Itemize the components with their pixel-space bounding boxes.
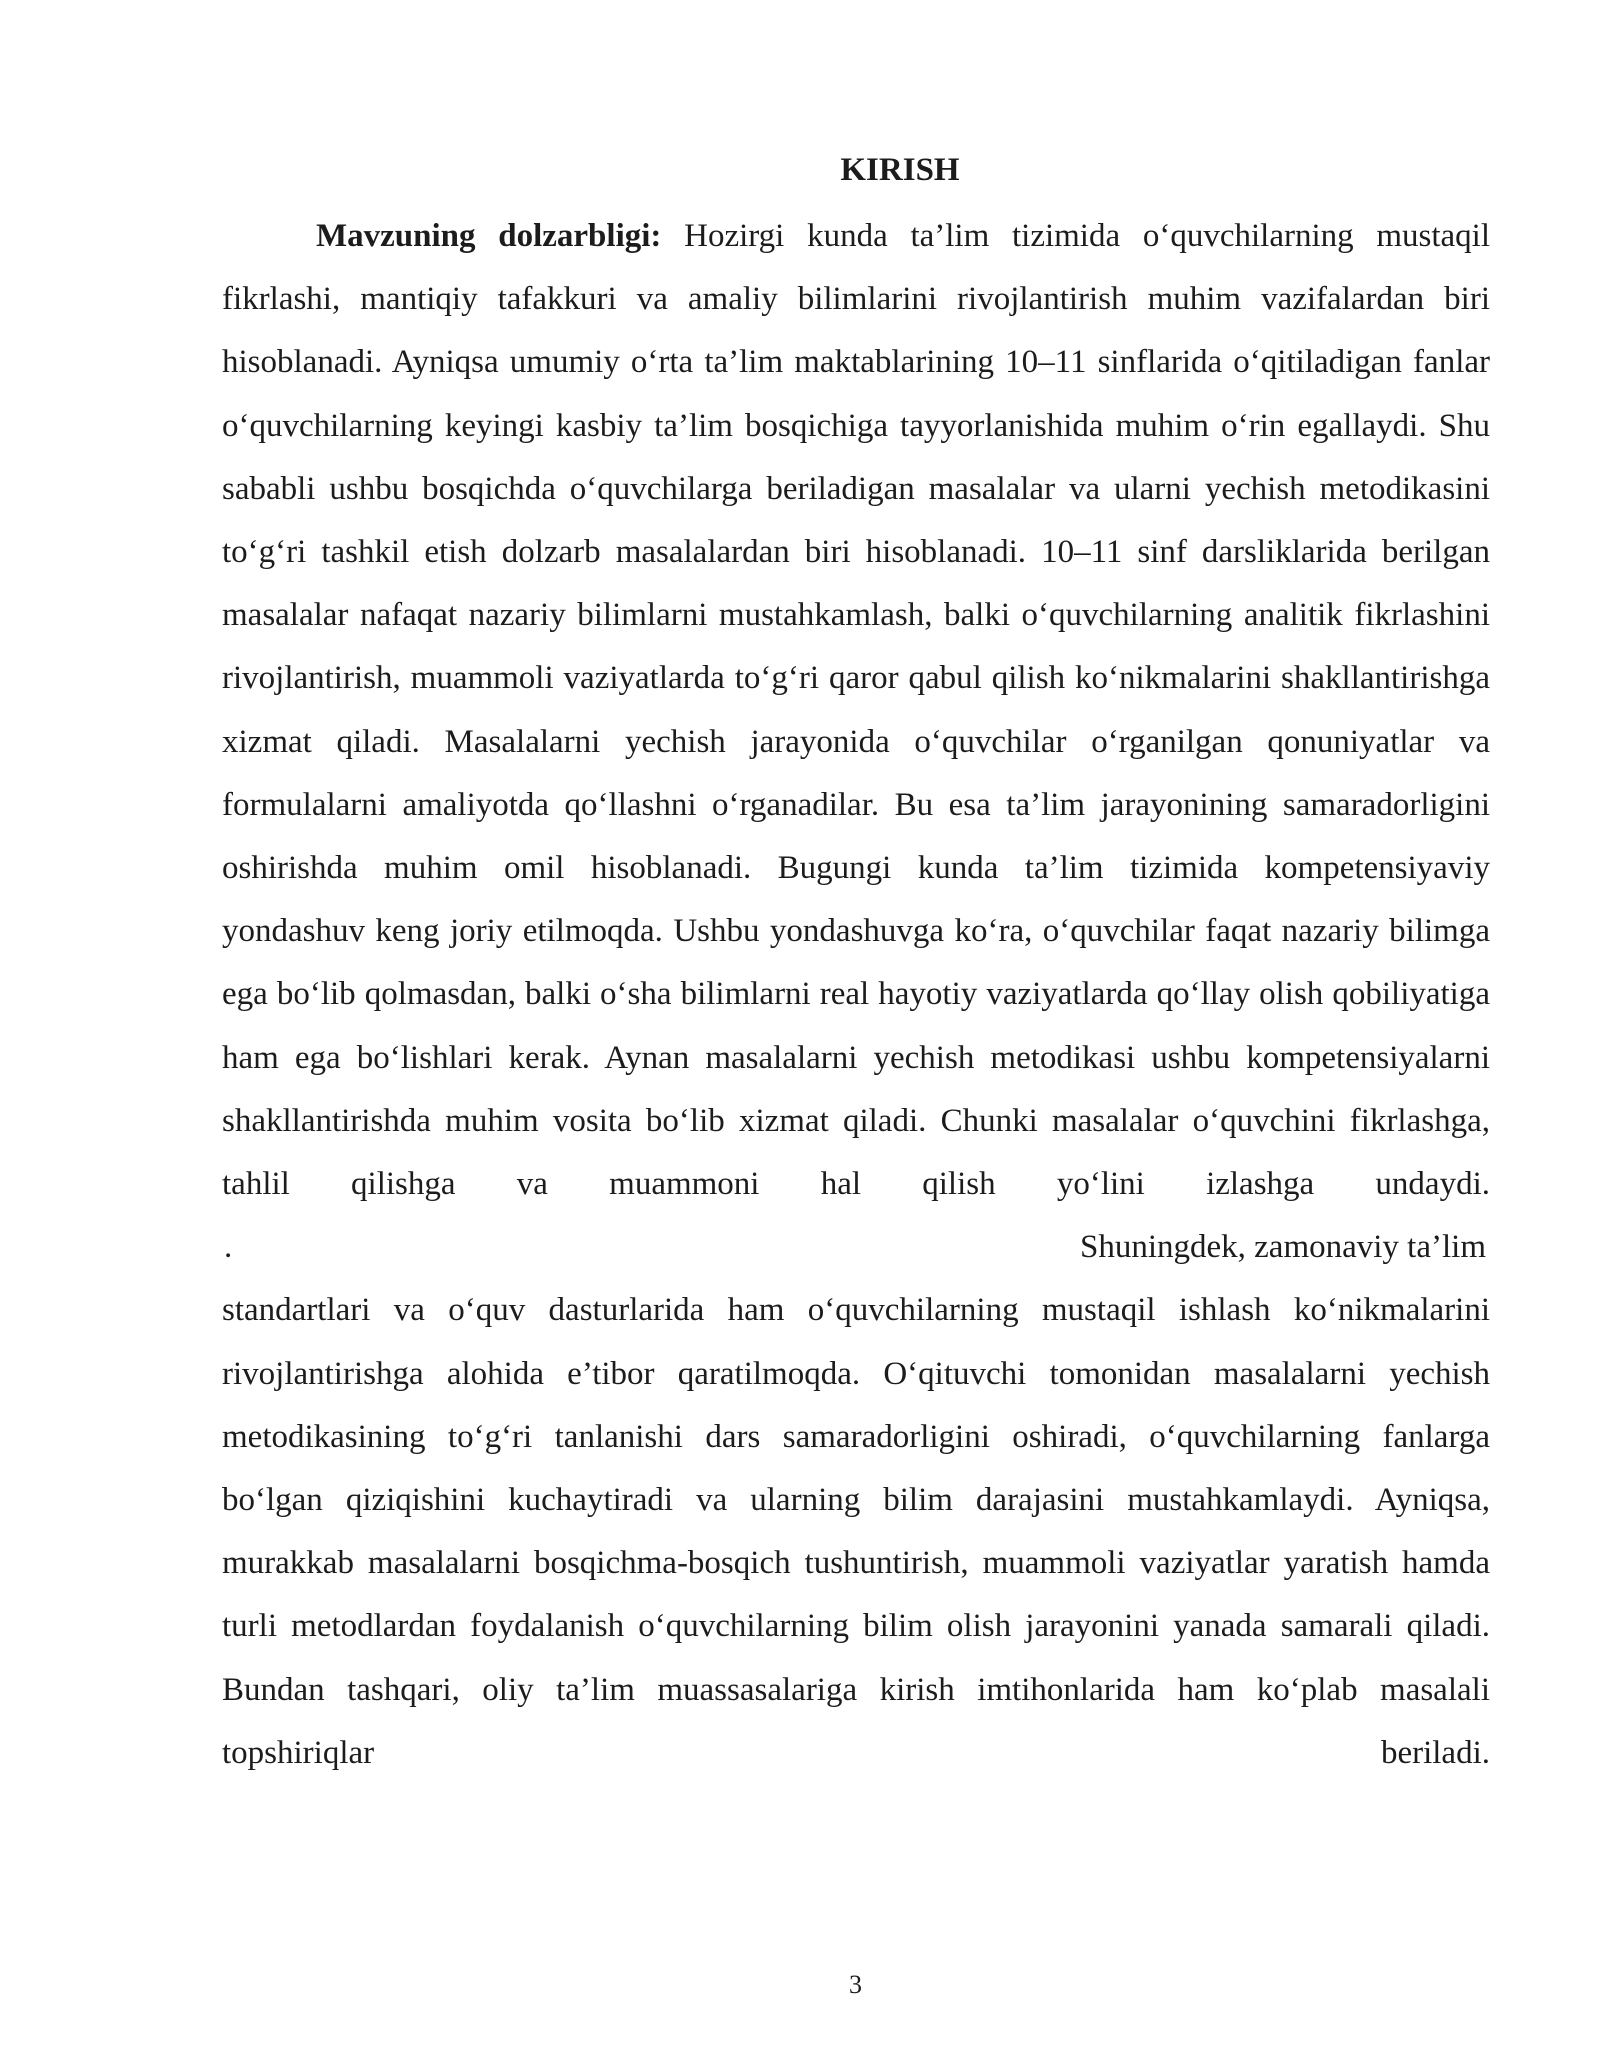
- paragraph-text: Hozirgi kunda ta’lim tizimida o‘quvchilarning mustaqil fikrlashi, mantiqiy tafakkuri va amaliy bilimlarini rivojlantirish muhim vazifalardan biri hisoblanadi. Ayniqsa umumiy o‘rta ta’lim maktablarining 10–11 sinflarida o‘qitiladigan fanlar o‘quvchilarning keyingi kasbiy ta’lim bosqichiga tayyorlanishida muhim o‘rin egallaydi. Shu sababli ushbu bosqichda o‘quvchilarga beriladigan masalalar va ularni yechish metodikasini to‘g‘ri tashkil etish dolzarb masalalardan biri hisoblanadi. 10–11 sinf darsliklarida berilgan masalalar nafaqat nazariy bilimlarni mustahkamlash, balki o‘quvchilarning analitik fikrlashini rivojlantirish, muammoli vaziyatlarda to‘g‘ri qaror qabul qilish ko‘nikmalarini shakllantirishga xizmat qiladi. Masalalarni yechish jarayonida o‘quvchilar o‘rganilgan qonuniyatlar va formulalarni amaliyotda qo‘llashni o‘rganadilar. Bu esa ta’lim jarayonining samaradorligini oshirishda muhim omil hisoblanadi. Bugungi kunda ta’lim tizimida kompetensiyaviy yondashuv keng joriy etilmoqda. Ushbu yondashuvga ko‘ra, o‘quvchilar faqat nazariy bilimga ega bo‘lib qolmasdan, balki o‘sha bilimlarni real hayotiy vaziyatlarda qo‘llay olish qobiliyatiga ham ega bo‘lishlari kerak. Aynan masalalarni yechish metodikasi ushbu kompetensiyalarni shakllantirishda muhim vosita bo‘lib xizmat qiladi. Chunki masalalar o‘quvchini fikrlashga, tahlil qilishga va muammoni hal qilish yo‘lini izlashga undaydi.: [222, 218, 1491, 1203]
- separator-text: Shuningdek, zamonaviy ta’lim: [1079, 1229, 1486, 1266]
- page-number: 3: [849, 1970, 862, 1999]
- separator-line: [222, 1216, 1490, 1279]
- section-heading: KIRISH: [840, 152, 960, 188]
- paragraph-continuation: standartlari va o‘quv dasturlarida ham o‘quvchilarning mustaqil ishlash ko‘nikmalarini rivojlantirishga alohida e’tibor qaratilmoqda. O‘qituvchi tomonidan masalalarni yechish metodikasining to‘g‘ri tanlanishi dars samaradorligini oshiradi, o‘quvchilarning fanlarga bo‘lgan qiziqishini kuchaytiradi va ularning bilim darajasini mustahkamlaydi. Ayniqsa, murakkab masalalarni bosqichma-bosqich tushuntirish, muammoli vaziyatlar yaratish hamda turli metodlardan foydalanish o‘quvchilarning bilim olish jarayonini yanada samarali qiladi. Bundan tashqari, oliy ta’lim muassasalariga kirish imtihonlarida ham ko‘plab masalali topshiriqlar beriladi.: [222, 1292, 1490, 1771]
- paragraph-lead: Mavzuning dolzarbligi:: [316, 218, 662, 254]
- separator-dot: .: [224, 1229, 233, 1266]
- paragraph-relevance: [222, 205, 1490, 1216]
- document-body: [222, 205, 1490, 1785]
